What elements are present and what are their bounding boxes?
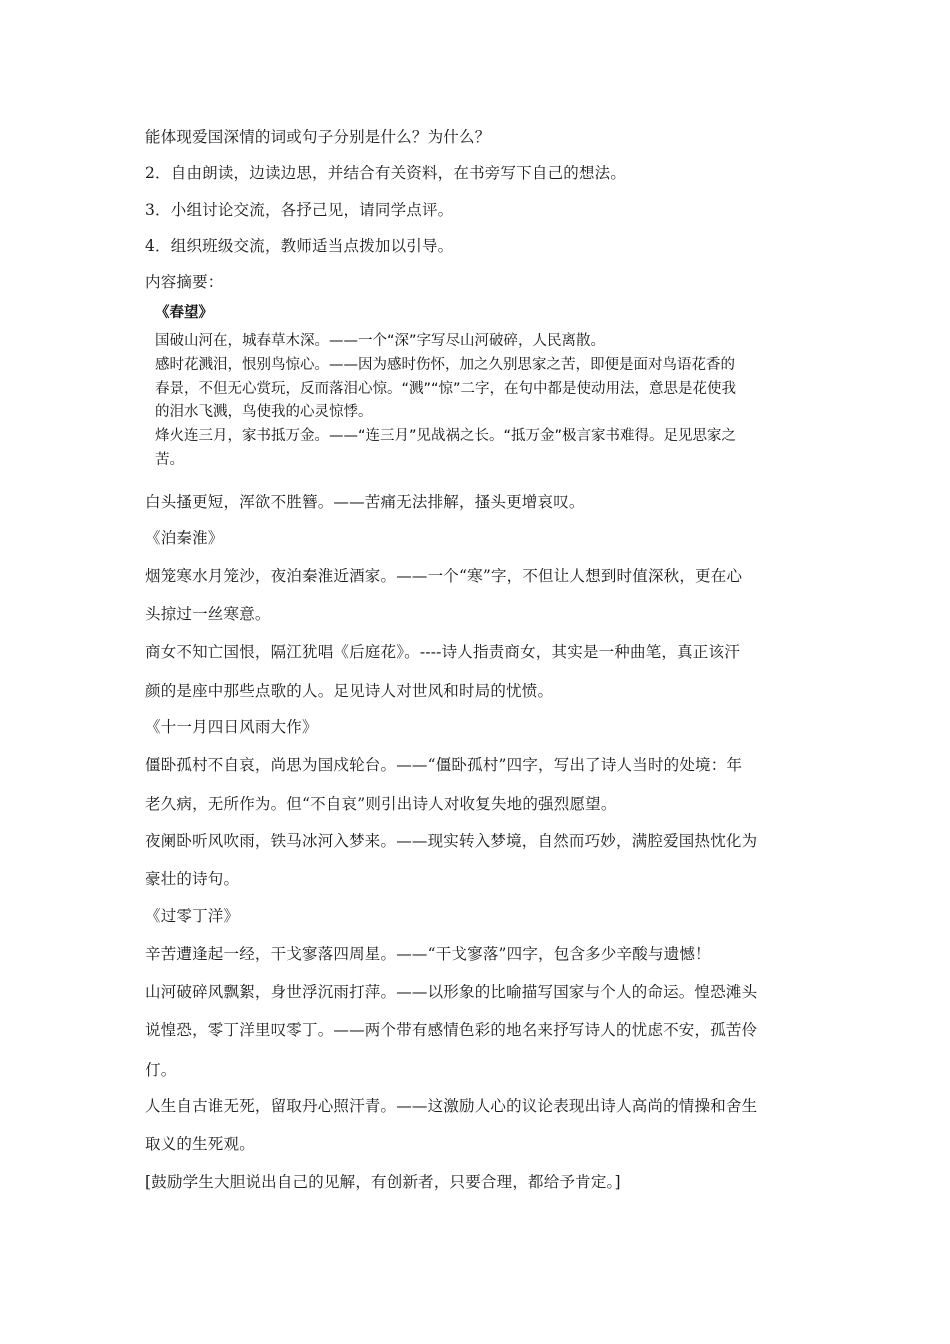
body-line: 豪壮的诗句。 bbox=[145, 870, 240, 888]
body-line: 商女不知亡国恨，隔江犹唱《后庭花》。----诗人指责商女，其实是一种曲笔，真正该汗 bbox=[145, 643, 740, 661]
step-4: 4．组织班级交流，教师适当点拨加以引导。 bbox=[145, 237, 454, 255]
question-line: 能体现爱国深情的词或句子分别是什么？为什么？ bbox=[145, 128, 491, 146]
chunwang-line: 的泪水飞溅，鸟使我的心灵惊悸。 bbox=[155, 404, 373, 420]
poem-title: 《过零丁洋》 bbox=[145, 907, 240, 925]
body-line: 取义的生死观。 bbox=[145, 1135, 255, 1153]
poem-title: 《泊秦淮》 bbox=[145, 529, 224, 547]
body-line: 山河破碎风飘絮，身世浮沉雨打萍。——以形象的比喻描写国家与个人的命运。惶恐滩头 bbox=[145, 983, 758, 1001]
chunwang-line: 烽火连三月，家书抵万金。——“连三月”见战祸之长。“抵万金”极言家书难得。足见思家之 bbox=[155, 428, 737, 444]
step-2: 2．自由朗读，边读边思，并结合有关资料，在书旁写下自己的想法。 bbox=[145, 164, 627, 182]
body-line: 老久病，无所作为。但“不自哀”则引出诗人对收复失地的强烈愿望。 bbox=[145, 795, 617, 813]
body-line: 人生自古谁无死，留取丹心照汗青。——这激励人心的议论表现出诗人高尚的情操和舍生 bbox=[145, 1097, 758, 1115]
body-line: 说惶恐，零丁洋里叹零丁。——两个带有感情色彩的地名来抒写诗人的忧虑不安，孤苦伶 bbox=[145, 1021, 758, 1039]
summary-heading: 内容摘要： bbox=[145, 273, 224, 291]
body-line: 僵卧孤村不自哀，尚思为国戍轮台。——“僵卧孤村”四字，写出了诗人当时的处境：年 bbox=[145, 756, 743, 774]
chunwang-line: 苦。 bbox=[155, 452, 184, 468]
body-line: 烟笼寒水月笼沙，夜泊秦淮近酒家。——一个“寒”字，不但让人想到时值深秋，更在心 bbox=[145, 567, 743, 585]
chunwang-title: 《春望》 bbox=[155, 305, 213, 321]
chunwang-line: 感时花溅泪，恨别鸟惊心。——因为感时伤怀，加之久别思家之苦，即便是面对鸟语花香的 bbox=[155, 357, 735, 373]
chunwang-line: 国破山河在，城春草木深。——一个“深”字写尽山河破碎，人民离散。 bbox=[155, 333, 606, 349]
body-line: 白头搔更短，浑欲不胜簪。——苦痛无法排解，搔头更增哀叹。 bbox=[145, 493, 585, 511]
step-3: 3．小组讨论交流，各抒己见，请同学点评。 bbox=[145, 201, 454, 219]
teacher-note: [鼓励学生大胆说出自己的见解，有创新者，只要合理，都给予肯定。] bbox=[145, 1173, 621, 1191]
poem-title: 《十一月四日风雨大作》 bbox=[145, 718, 318, 736]
body-line: 颜的是座中那些点歌的人。足见诗人对世风和时局的忧愤。 bbox=[145, 682, 554, 700]
body-line: 头掠过一丝寒意。 bbox=[145, 605, 271, 623]
chunwang-line: 春景，不但无心赏玩，反而落泪心惊。“溅”“惊”二字，在句中都是使动用法，意思是花使我 bbox=[155, 381, 737, 397]
body-line: 辛苦遭逢起一经，干戈寥落四周星。——“干戈寥落”四字，包含多少辛酸与遗憾！ bbox=[145, 945, 711, 963]
body-line: 夜阑卧听风吹雨，铁马冰河入梦来。——现实转入梦境，自然而巧妙，满腔爱国热忱化为 bbox=[145, 832, 758, 850]
body-line: 仃。 bbox=[145, 1061, 177, 1079]
